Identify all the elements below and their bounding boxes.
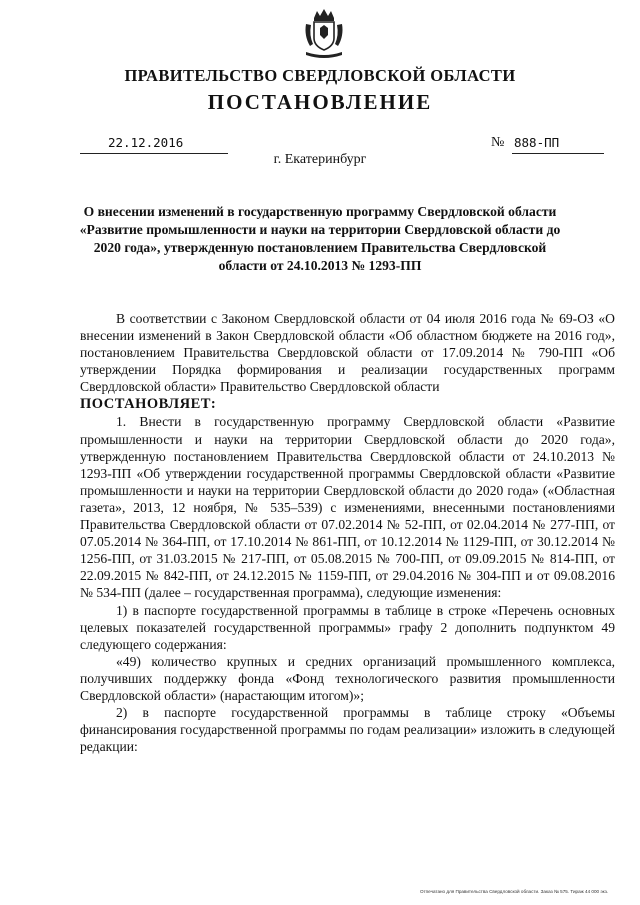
date-field: 22.12.2016 bbox=[80, 134, 228, 154]
document-title: О внесении изменений в государственную программу Свердловской области «Развитие промышленности и науки на территории Свердловской области до 2020 года», утвержденную постановлением Правительства Свердловской области от 24.10.2013 № 1293-ПП bbox=[79, 204, 561, 273]
number-field: 888-ПП bbox=[512, 134, 604, 154]
decree-heading: ПОСТАНОВЛЯЕТ: bbox=[80, 396, 217, 413]
organization-name: ПРАВИТЕЛЬСТВО СВЕРДЛОВСКОЙ ОБЛАСТИ bbox=[124, 66, 516, 85]
clause-1-1-paragraph: 1) в паспорте государственной программы в таблице в строке «Перечень основных целевых показателей государственной программы» графу 2 дополнить подпунктом 49 следующего содержания: bbox=[80, 602, 615, 652]
coat-of-arms-icon bbox=[302, 8, 346, 60]
preamble-paragraph: В соответствии с Законом Свердловской области от 04 июля 2016 года № 69-ОЗ «О внесении изменений в Закон Свердловской области «Об областном бюджете на 2016 год», постановлением Правительства Свердловской области от 17.09.2014 № 790-ПП «Об утверждении Порядка формирования и реализации государственных программ Свердловской области» Правительство Свердловской области bbox=[80, 311, 615, 395]
document-type: ПОСТАНОВЛЕНИЕ bbox=[207, 90, 433, 114]
clause-1-paragraph: 1. Внести в государственную программу Свердловской области «Развитие промышленности и науки на территории Свердловской области до 2020 года», утвержденную постановлением Правительства Свердловской области от 24.10.2013 № 1293-ПП «Об утверждении государственной программы Свердловской области «Развитие промышленности и науки на территории Свердловской области до 2020 года» («Областная газета», 2013, 12 ноября, № 535–539) с изменениями, внесенными постановлениями Правительства Свердловской области от 07.02.2014 № 52-ПП, от 02.04.2014 № 277-ПП, от 07.05.2014 № 364-ПП, от 17.10.2014 № 861-ПП, от 10.12.2014 № 1129-ПП, от 30.12.2014 № 1256-ПП, от 31.03.2015 № 217-ПП, от 05.08.2015 № 700-ПП, от 09.09.2015 № 814-ПП, от 22.09.2015 № 842-ПП, от 24.12.2015 № 1159-ПП, от 29.04.2016 № 304-ПП и от 09.08.2016 № 534-ПП (далее – государственная программа), следующие изменения: bbox=[80, 414, 615, 601]
clause-1-1-quote: «49) количество крупных и средних организаций промышленного комплекса, получивших поддержку фонда «Фонд технологического развития промышленности Свердловской области» (нарастающим итогом)»; bbox=[80, 653, 615, 703]
document-body bbox=[80, 310, 615, 755]
number-label: № bbox=[491, 135, 505, 150]
clause-1-2-paragraph: 2) в паспорте государственной программы в таблице строку «Объемы финансирования государственной программы по годам реализации» изложить в следующей редакции: bbox=[80, 705, 615, 755]
printing-note: Отпечатано для Правительства Свердловской области. Заказ № 575. Тираж 44 000 экз. bbox=[420, 889, 609, 894]
city: г. Екатеринбург bbox=[273, 152, 367, 167]
